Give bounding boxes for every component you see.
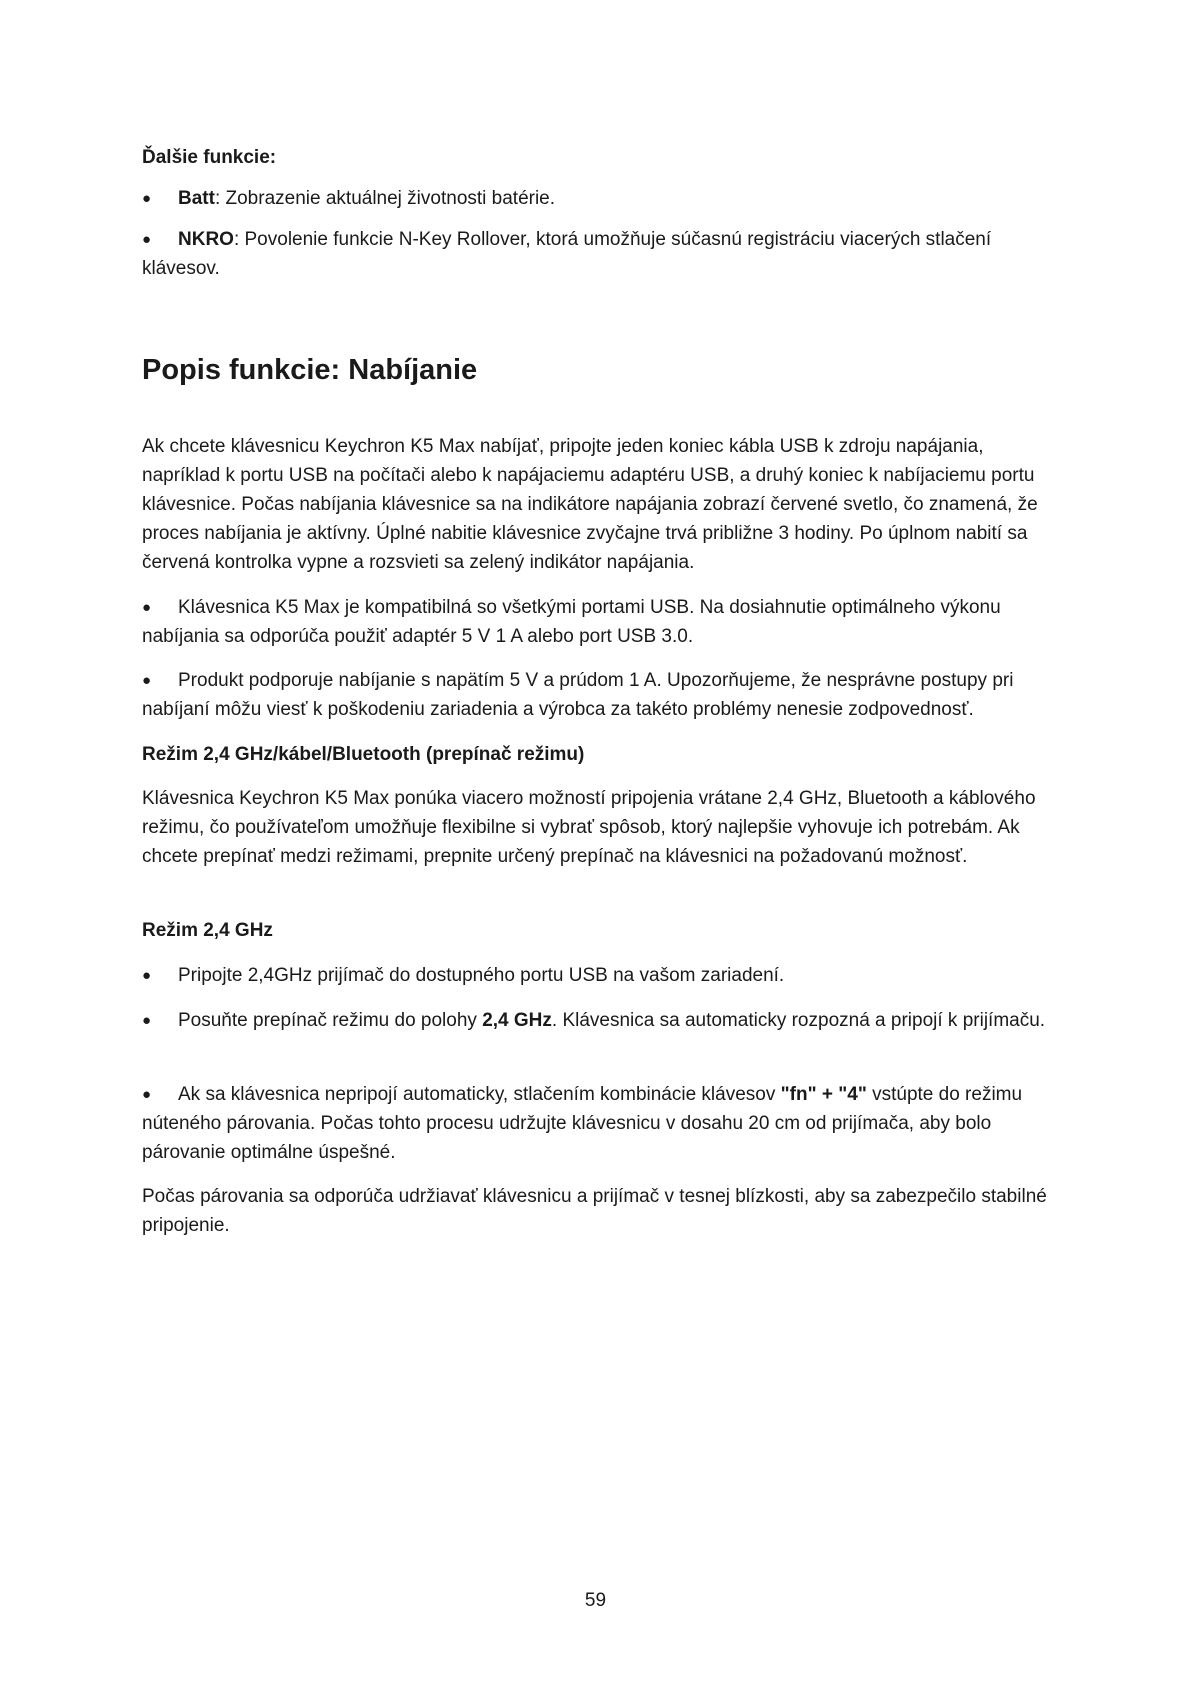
bullet-icon: ● (142, 1086, 152, 1103)
item-text-after: . Klávesnica sa automaticky rozpozná a pripojí k prijímaču. (551, 1010, 1046, 1031)
item-text-after: vstúpte do režimu núteného párovania. Počas tohto procesu udržujte klávesnicu v dosahu 20 cm od prijímača, aby bolo párovanie optimálne úspešné. (142, 1084, 1023, 1163)
mode-switch-heading: Režim 2,4 GHz/kábel/Bluetooth (prepínač režimu) (142, 744, 585, 765)
list-item-batt (142, 184, 1062, 213)
bullet-icon: ● (142, 190, 152, 207)
item-text: Pripojte 2,4GHz prijímač do dostupného portu USB na vašom zariadení. (178, 965, 785, 986)
charging-section-title: Popis funkcie: Nabíjanie (142, 354, 478, 386)
item-text: Klávesnica K5 Max je kompatibilná so všetkými portami USB. Na dosiahnutie optimálneho výkonu nabíjania sa odporúča použiť adaptér 5 V 1 A alebo port USB 3.0. (142, 597, 1001, 647)
list-item-nkro (142, 225, 1062, 283)
additional-functions-heading: Ďalšie funkcie: (142, 147, 277, 168)
pairing-paragraph: Počas párovania sa odporúča udržiavať klávesnicu a prijímač v tesnej blízkosti, aby sa zabezpečilo stabilné pripojenie. (142, 1186, 1047, 1236)
mode-switch-paragraph: Klávesnica Keychron K5 Max ponúka viacero možností pripojenia vrátane 2,4 GHz, Bluetooth a káblového režimu, čo používateľom umožňuje flexibilne si vybrať spôsob, ktorý najlepšie vyhovuje ich potrebám. Ak chcete prepínať medzi režimami, prepnite určený prepínač na klávesnici na požadovanú možnosť. (142, 788, 1036, 867)
item-label: Batt (178, 188, 215, 209)
item-text: : Zobrazenie aktuálnej životnosti batérie. (214, 188, 556, 209)
list-item-forced-pairing (142, 1080, 1062, 1167)
item-text-before: Ak sa klávesnica nepripojí automaticky, stlačením kombinácie klávesov (178, 1084, 781, 1105)
item-text-bold: 2,4 GHz (482, 1010, 552, 1031)
item-text-before: Posuňte prepínač režimu do polohy (178, 1010, 483, 1031)
list-item-switch-position (142, 1006, 1062, 1035)
page-number: 59 (584, 1590, 607, 1611)
item-text: : Povolenie funkcie N-Key Rollover, ktorá umožňuje súčasnú registráciu viacerých stlačení klávesov. (142, 229, 992, 279)
bullet-icon: ● (142, 967, 152, 984)
bullet-icon: ● (142, 672, 152, 689)
list-item-compatibility (142, 593, 1062, 651)
item-label: NKRO (178, 229, 234, 250)
item-text-bold: "fn" + "4" (780, 1084, 867, 1105)
mode-24ghz-heading: Režim 2,4 GHz (142, 920, 273, 941)
list-item-voltage (142, 666, 1062, 724)
list-item-receiver (142, 961, 1062, 990)
item-text: Produkt podporuje nabíjanie s napätím 5 V a prúdom 1 A. Upozorňujeme, že nesprávne postupy pri nabíjaní môžu viesť k poškodeniu zariadenia a výrobca za takéto problémy nenesie zodpovednosť. (142, 670, 1014, 720)
bullet-icon: ● (142, 231, 152, 248)
charging-paragraph: Ak chcete klávesnicu Keychron K5 Max nabíjať, pripojte jeden koniec kábla USB k zdroju napájania, napríklad k portu USB na počítači alebo k napájaciemu adaptéru USB, a druhý koniec k nabíjaciemu portu klávesnice. Počas nabíjania klávesnice sa na indikátore napájania zobrazí červené svetlo, čo znamená, že proces nabíjania je aktívny. Úplné nabitie klávesnice zvyčajne trvá približne 3 hodiny. Po úplnom nabití sa červená kontrolka vypne a rozsvieti sa zelený indikátor napájania. (142, 436, 1038, 573)
bullet-icon: ● (142, 599, 152, 616)
bullet-icon: ● (142, 1012, 152, 1029)
